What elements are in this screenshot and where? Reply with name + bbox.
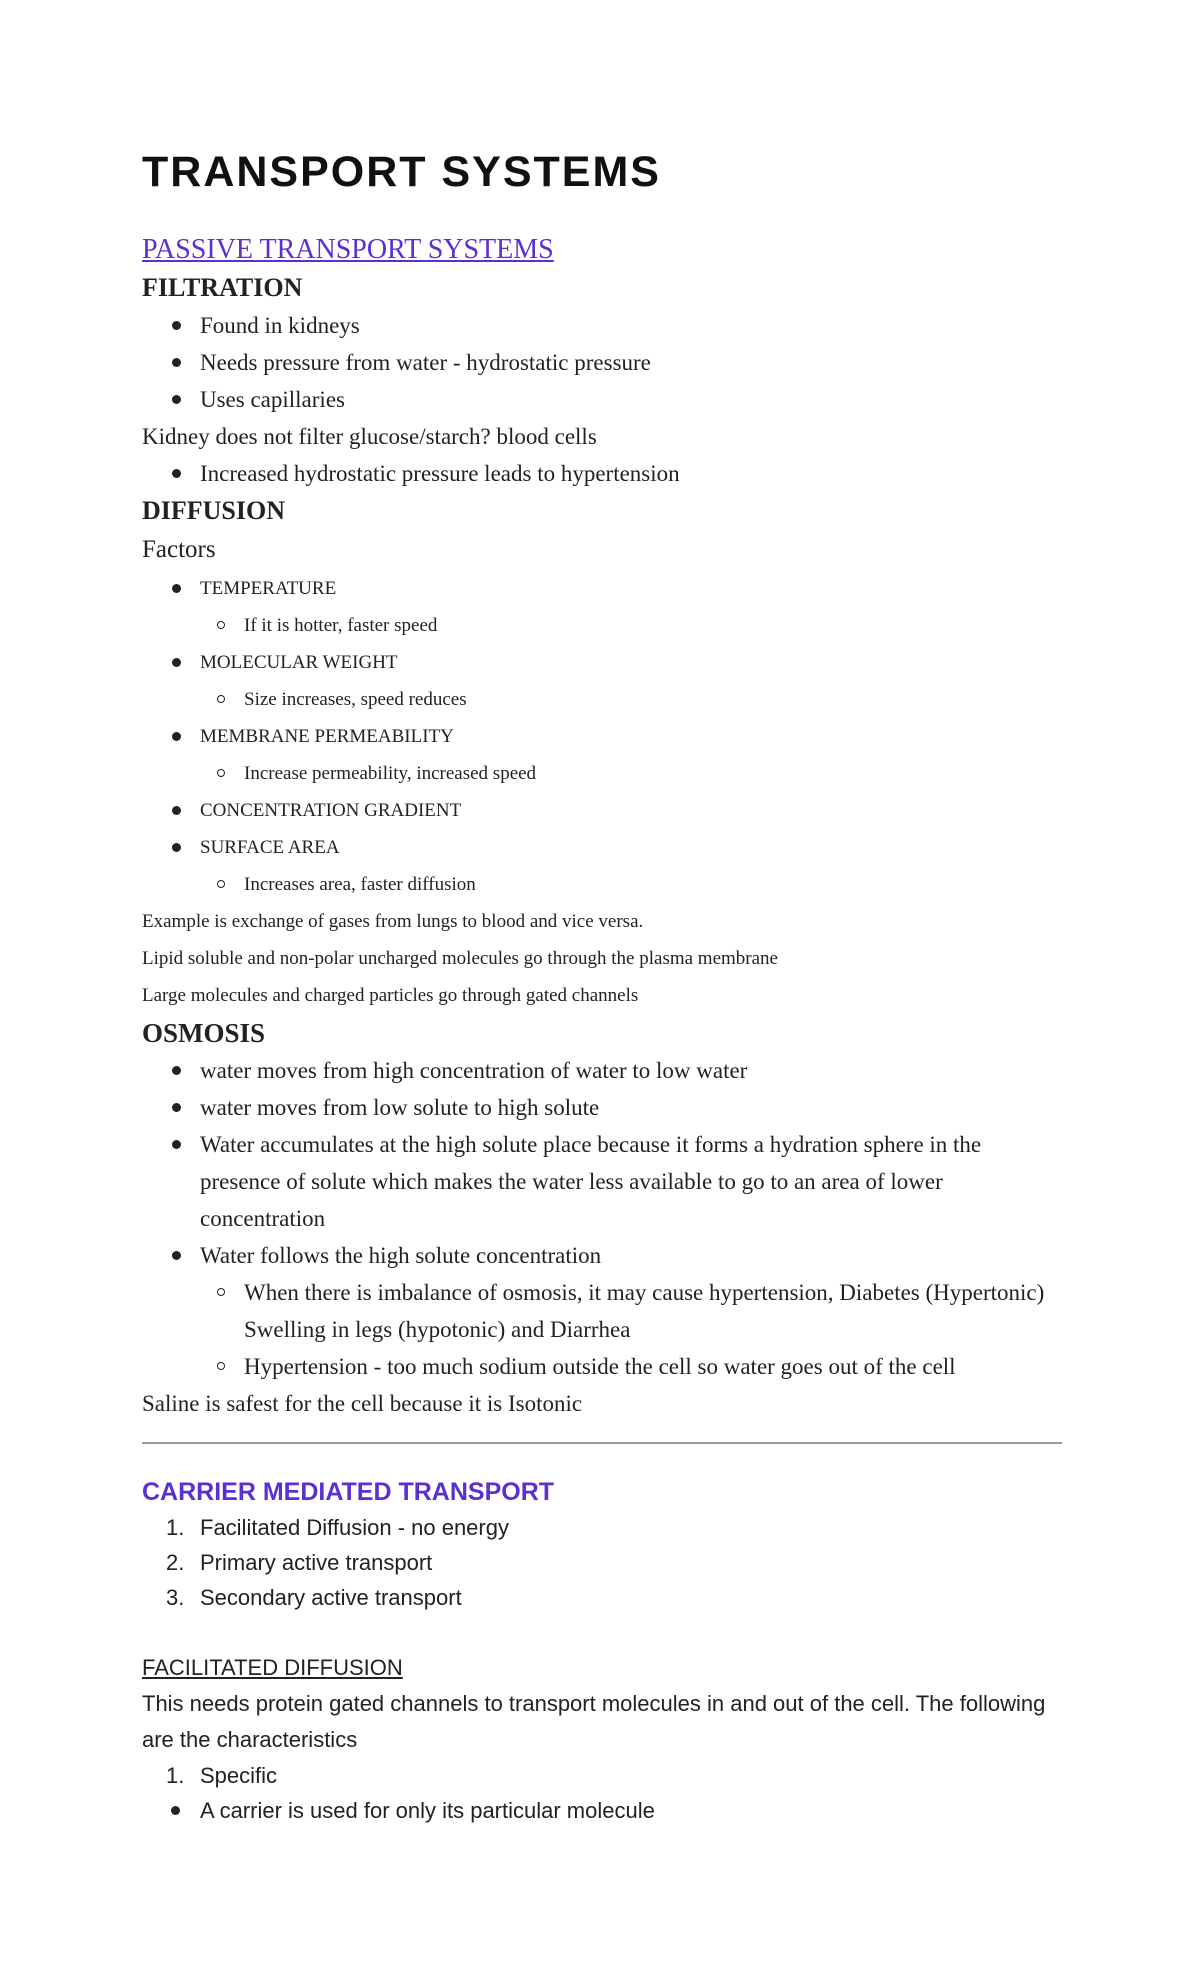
list-text: Secondary active transport	[200, 1585, 462, 1610]
list-item: Hypertension - too much sodium outside the cell so water goes out of the cell	[142, 1348, 1062, 1385]
diffusion-heading: DIFFUSION	[142, 496, 286, 525]
factor-concentration-gradient	[142, 792, 1062, 829]
list-item: Increased hydrostatic pressure leads to hypertension	[142, 455, 1062, 492]
list-number: 3.	[166, 1585, 185, 1610]
factor-name: MEMBRANE PERMEABILITY	[200, 726, 454, 747]
factor-detail: If it is hotter, faster speed	[142, 607, 1062, 644]
diffusion-note: Large molecules and charged particles go through gated channels	[142, 985, 639, 1006]
page-title: TRANSPORT SYSTEMS	[142, 148, 661, 196]
list-item: Found in kidneys	[142, 307, 1062, 344]
factors-list	[142, 792, 1062, 866]
factors-list	[142, 718, 1062, 755]
list-item: Water follows the high solute concentration	[142, 1237, 1062, 1274]
list-item	[142, 1545, 1062, 1580]
factor-molecular-weight	[142, 644, 1062, 681]
factor-detail: Increase permeability, increased speed	[142, 755, 1062, 792]
factor-membrane-permeability	[142, 718, 1062, 755]
carrier-list	[142, 1510, 1062, 1615]
factor-sublist	[142, 607, 1062, 644]
factor-temperature	[142, 570, 1062, 607]
factor-detail: Size increases, speed reduces	[142, 681, 1062, 718]
list-number: 1.	[166, 1515, 185, 1540]
filtration-heading: FILTRATION	[142, 273, 303, 302]
characteristics-bullets	[142, 1793, 1062, 1828]
passive-transport-heading-link[interactable]: PASSIVE TRANSPORT SYSTEMS	[142, 234, 554, 265]
list-item: Needs pressure from water - hydrostatic pressure	[142, 344, 1062, 381]
factor-sublist	[142, 681, 1062, 718]
list-item	[142, 1758, 1062, 1793]
factor-detail: Increases area, faster diffusion	[142, 866, 1062, 903]
document-page	[142, 140, 1062, 1828]
list-item: Water accumulates at the high solute place because it forms a hydration sphere in the presence of solute which makes the water less available to go to an area of lower concentration	[142, 1126, 1062, 1237]
factors-list	[142, 570, 1062, 607]
characteristics-list	[142, 1758, 1062, 1793]
carrier-mediated-heading: CARRIER MEDIATED TRANSPORT	[142, 1478, 555, 1506]
factor-surface-area	[142, 829, 1062, 866]
factor-name: SURFACE AREA	[200, 837, 340, 858]
list-item	[142, 1580, 1062, 1615]
list-text: Specific	[200, 1763, 278, 1788]
factor-sublist	[142, 755, 1062, 792]
list-number: 1.	[166, 1763, 185, 1788]
list-text: Facilitated Diffusion - no energy	[200, 1515, 509, 1540]
factor-name: TEMPERATURE	[200, 578, 337, 599]
list-item: water moves from high concentration of water to low water	[142, 1052, 1062, 1089]
list-item: A carrier is used for only its particular molecule	[142, 1793, 1062, 1828]
osmosis-sublist	[142, 1274, 1062, 1385]
list-number: 2.	[166, 1550, 185, 1575]
filtration-list	[142, 307, 1062, 418]
list-item	[142, 1510, 1062, 1545]
factor-sublist	[142, 866, 1062, 903]
diffusion-note: Lipid soluble and non-polar uncharged molecules go through the plasma membrane	[142, 948, 778, 969]
list-text: Primary active transport	[200, 1550, 433, 1575]
facilitated-diffusion-heading: FACILITATED DIFFUSION	[142, 1655, 403, 1680]
list-item: Uses capillaries	[142, 381, 1062, 418]
section-divider	[142, 1442, 1062, 1444]
list-item: water moves from low solute to high solute	[142, 1089, 1062, 1126]
osmosis-heading: OSMOSIS	[142, 1018, 266, 1048]
osmosis-list	[142, 1052, 1062, 1274]
factor-name: MOLECULAR WEIGHT	[200, 652, 398, 673]
factors-list	[142, 644, 1062, 681]
diffusion-note: Example is exchange of gases from lungs to blood and vice versa.	[142, 911, 644, 932]
factor-name: CONCENTRATION GRADIENT	[200, 800, 462, 821]
osmosis-note: Saline is safest for the cell because it is Isotonic	[142, 1391, 583, 1416]
filtration-note: Kidney does not filter glucose/starch? blood cells	[142, 424, 597, 449]
list-item: When there is imbalance of osmosis, it may cause hypertension, Diabetes (Hypertonic) Swelling in legs (hypotonic) and Diarrhea	[142, 1274, 1062, 1348]
factors-label: Factors	[142, 536, 216, 563]
facilitated-diffusion-paragraph: This needs protein gated channels to transport molecules in and out of the cell. The following are the characteristics	[142, 1691, 1046, 1752]
filtration-list-2	[142, 455, 1062, 492]
